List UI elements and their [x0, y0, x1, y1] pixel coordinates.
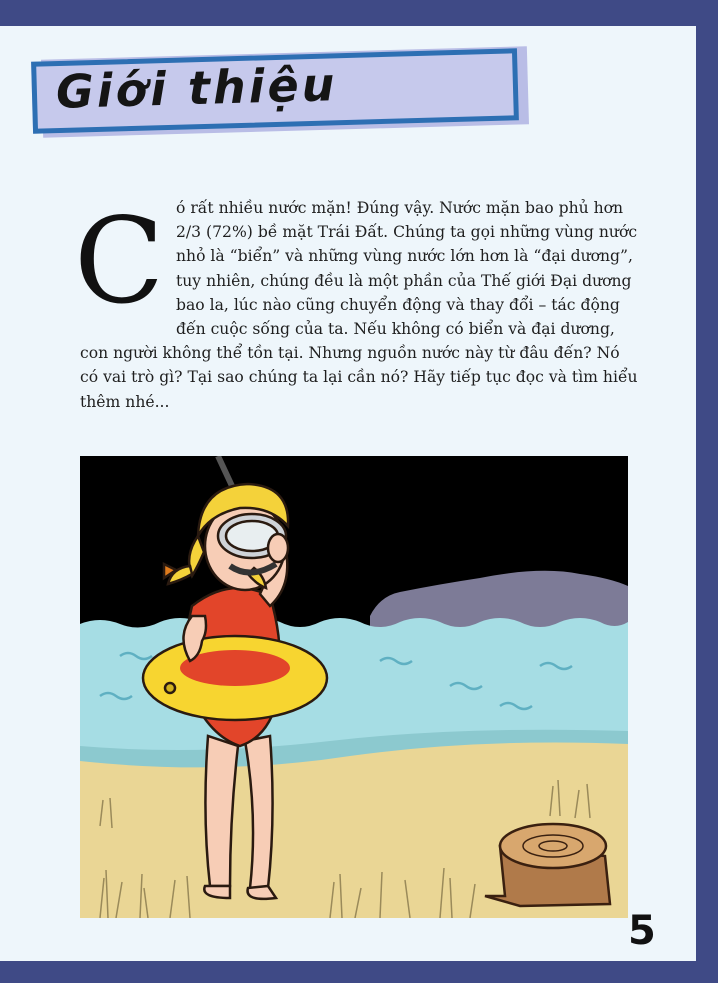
drop-cap: C — [74, 192, 165, 330]
book-page — [0, 26, 696, 961]
intro-paragraph — [74, 192, 640, 414]
intro-paragraph-text: ó rất nhiều nước mặn! Đúng vậy. Nước mặn bao phủ hơn 2/3 (72%) bề mặt Trái Đất. Chúng ta gọi những vùng nước nhỏ là “biển” và những vùng nước lớn hơn là “đại dương”, tuy nhiên, chúng đều là một phần của Thế giới Đại dương bao la, lúc nào cũng chuyển động và thay đổi – tác động đến cuộc sống của ta. Nếu không có biển và đại dương, con người không thể tồn tại. Nhưng nguồn nước này từ đâu đến? Nó có vai trò gì? Tại sao chúng ta lại cần nó? Hãy tiếp tục đọc và tìm hiểu thêm nhé... — [80, 199, 638, 411]
page-number: 5 — [628, 908, 656, 954]
tree-stump — [485, 824, 610, 906]
beach-illustration — [80, 456, 628, 918]
page-title: Giới thiệu — [55, 57, 339, 119]
title-banner — [32, 51, 522, 131]
